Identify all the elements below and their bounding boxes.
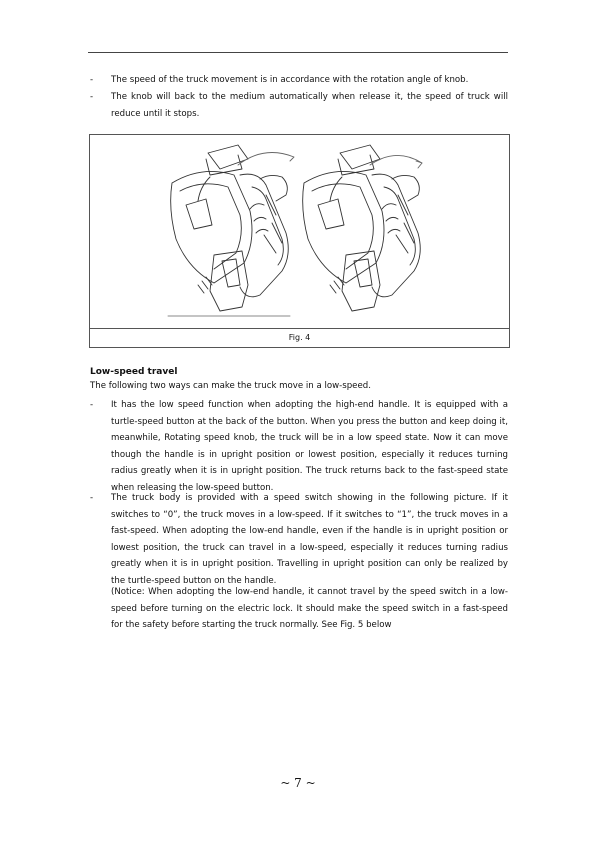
list-item — [90, 72, 508, 89]
notice-text: (Notice: When adopting the low-end handle, it cannot travel by the speed switch in a low-speed before turning on the electric lock. It should make the speed switch in a fast-speed for the safety before starting the truck normally. See Fig. 5 below — [111, 587, 508, 630]
bullet-dash: - — [90, 400, 94, 410]
header-rule — [88, 52, 508, 53]
list-item — [90, 89, 508, 122]
page-number: ~ 7 ~ — [280, 776, 316, 790]
section-intro: The following two ways can make the truck move in a low-speed. — [90, 381, 371, 391]
handle-drawing-left — [171, 145, 294, 311]
bullet-text: The truck body is provided with a speed switch showing in the following picture. If it switches to “0”, the truck moves in a low-speed. If it switches to “1”, the truck moves in a fast-speed. When adopting the low-end handle, even if the handle is in upright position or lowest position, the truck can travel in a low-speed, especially it reduces turning radius greatly when it is in upright position. Travelling in upright position can only be realized by the turtle-speed button on the handle. — [111, 493, 508, 586]
list-item — [90, 397, 508, 496]
handle-drawing-right — [303, 145, 422, 311]
bullet-text: The speed of the truck movement is in accordance with the rotation angle of knob. — [111, 75, 469, 85]
list-item — [90, 490, 508, 589]
bullet-text: The knob will back to the medium automatically when release it, the speed of truck will reduce until it stops. — [111, 92, 508, 119]
bullet-dash: - — [90, 493, 94, 503]
notice-paragraph — [90, 584, 508, 634]
bullet-text: It has the low speed function when adopting the high-end handle. It is equipped with a turtle-speed button at the back of the button. When you press the button and keep doing it, meanwhile, Rotating speed knob, the truck will be in a low speed state. Now it can move though the handle is in upright position or lowest position, especially it reduces turning radius greatly when it is in upright position. The truck returns back to the fast-speed state when releasing the low-speed button. — [111, 400, 508, 493]
section-heading: Low-speed travel — [90, 367, 178, 377]
bullet-dash: - — [90, 92, 94, 102]
figure-caption: Fig. 4 — [90, 328, 509, 347]
bullet-dash: - — [90, 75, 94, 85]
figure-box — [89, 134, 510, 348]
handle-illustration — [90, 135, 509, 328]
